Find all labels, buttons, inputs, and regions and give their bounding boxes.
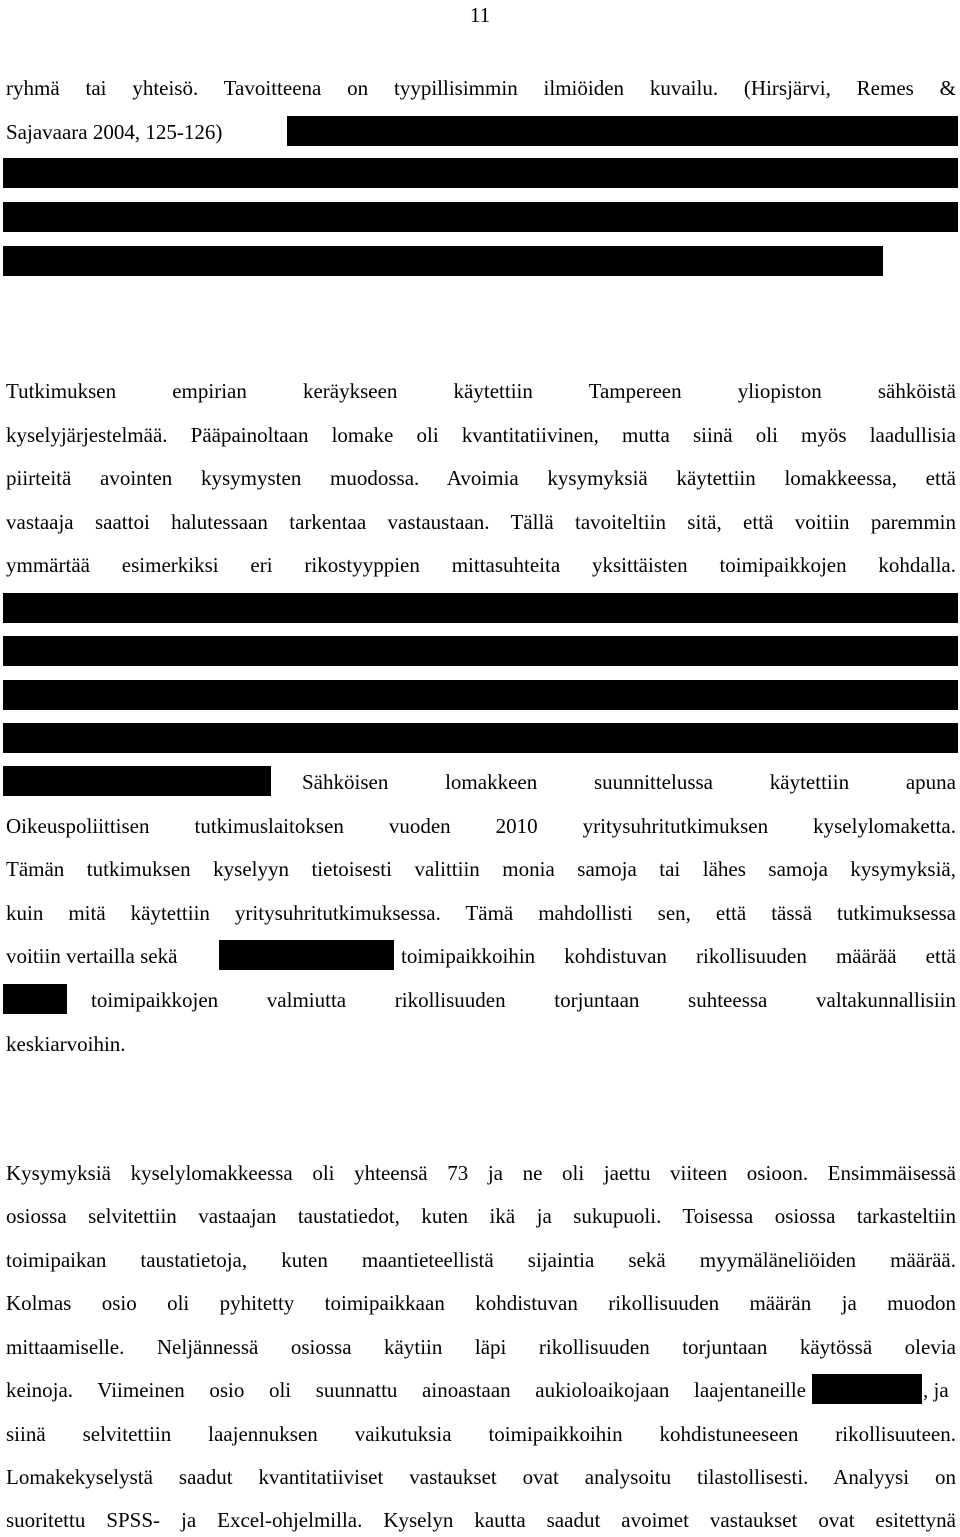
text-line: voitiin vertailla sekä — [6, 944, 178, 968]
text-line: vastaaja saattoi halutessaan tarkentaa vastaustaan. Tällä tavoiteltiin sitä, että voitiin paremmin — [6, 510, 956, 534]
redaction-bar — [3, 246, 883, 276]
text-line: Oikeuspoliittisen tutkimuslaitoksen vuoden 2010 yritysuhritutkimuksen kyselylomaketta. — [6, 814, 956, 838]
redaction-bar — [287, 116, 958, 146]
text-line: toimipaikkojen valmiutta rikollisuuden torjuntaan suhteessa valtakunnallisiin — [91, 988, 956, 1012]
text-line: toimipaikan taustatietoja, kuten maantieteellistä sijaintia sekä myymäläneliöiden määrää. — [6, 1248, 956, 1272]
text-line: Tämän tutkimuksen kyselyyn tietoisesti valittiin monia samoja tai lähes samoja kysymyksiä, — [6, 857, 956, 881]
redaction-bar — [3, 766, 271, 796]
redaction-bar — [3, 202, 958, 232]
text-line: toimipaikkoihin kohdistuvan rikollisuuden määrää että — [401, 944, 956, 968]
redaction-bar — [219, 940, 394, 970]
page-number: 11 — [469, 3, 491, 27]
redaction-bar — [3, 158, 958, 188]
redaction-bar — [812, 1374, 922, 1404]
text-line: Lomakekyselystä saadut kvantitatiiviset vastaukset ovat analysoitu tilastollisesti. Analyysi on — [6, 1465, 956, 1489]
text-line: , ja — [923, 1378, 949, 1402]
text-line: mittaamiselle. Neljännessä osiossa käytiin läpi rikollisuuden torjuntaan käytössä olevia — [6, 1335, 956, 1359]
redaction-bar — [3, 636, 958, 666]
text-line: Tutkimuksen empirian keräykseen käytettiin Tampereen yliopiston sähköistä — [6, 379, 956, 403]
redaction-bar — [3, 680, 958, 710]
text-line: keinoja. Viimeinen osio oli suunnattu ainoastaan aukioloaikojaan laajentaneille — [6, 1378, 806, 1402]
redaction-bar — [3, 984, 67, 1014]
text-line: ymmärtää esimerkiksi eri rikostyyppien mittasuhteita yksittäisten toimipaikkojen kohdalla. — [6, 553, 956, 577]
text-line: ryhmä tai yhteisö. Tavoitteena on tyypillisimmin ilmiöiden kuvailu. (Hirsjärvi, Remes & — [6, 76, 956, 100]
text-line: osiossa selvitettiin vastaajan taustatiedot, kuten ikä ja sukupuoli. Toisessa osiossa tarkasteltiin — [6, 1204, 956, 1228]
text-line: suoritettu SPSS- ja Excel-ohjelmilla. Kyselyn kautta saadut avoimet vastaukset ovat esitettynä — [6, 1508, 956, 1532]
text-line: Kysymyksiä kyselylomakkeessa oli yhteensä 73 ja ne oli jaettu viiteen osioon. Ensimmäisessä — [6, 1161, 956, 1185]
text-line: kyselyjärjestelmää. Pääpainoltaan lomake oli kvantitatiivinen, mutta siinä oli myös laadullisia — [6, 423, 956, 447]
text-line: piirteitä avointen kysymysten muodossa. Avoimia kysymyksiä käytettiin lomakkeessa, että — [6, 466, 956, 490]
text-line: Sajavaara 2004, 125-126) — [6, 120, 223, 144]
redaction-bar — [3, 593, 958, 623]
text-line: Kolmas osio oli pyhitetty toimipaikkaan kohdistuvan rikollisuuden määrän ja muodon — [6, 1291, 956, 1315]
text-line: kuin mitä käytettiin yritysuhritutkimuksessa. Tämä mahdollisti sen, että tässä tutkimuksessa — [6, 901, 956, 925]
text-line: siinä selvitettiin laajennuksen vaikutuksia toimipaikkoihin kohdistuneeseen rikollisuuteen. — [6, 1422, 956, 1446]
text-line: Sähköisen lomakkeen suunnittelussa käytettiin apuna — [302, 770, 956, 794]
redaction-bar — [3, 723, 958, 753]
text-line: keskiarvoihin. — [6, 1032, 126, 1056]
